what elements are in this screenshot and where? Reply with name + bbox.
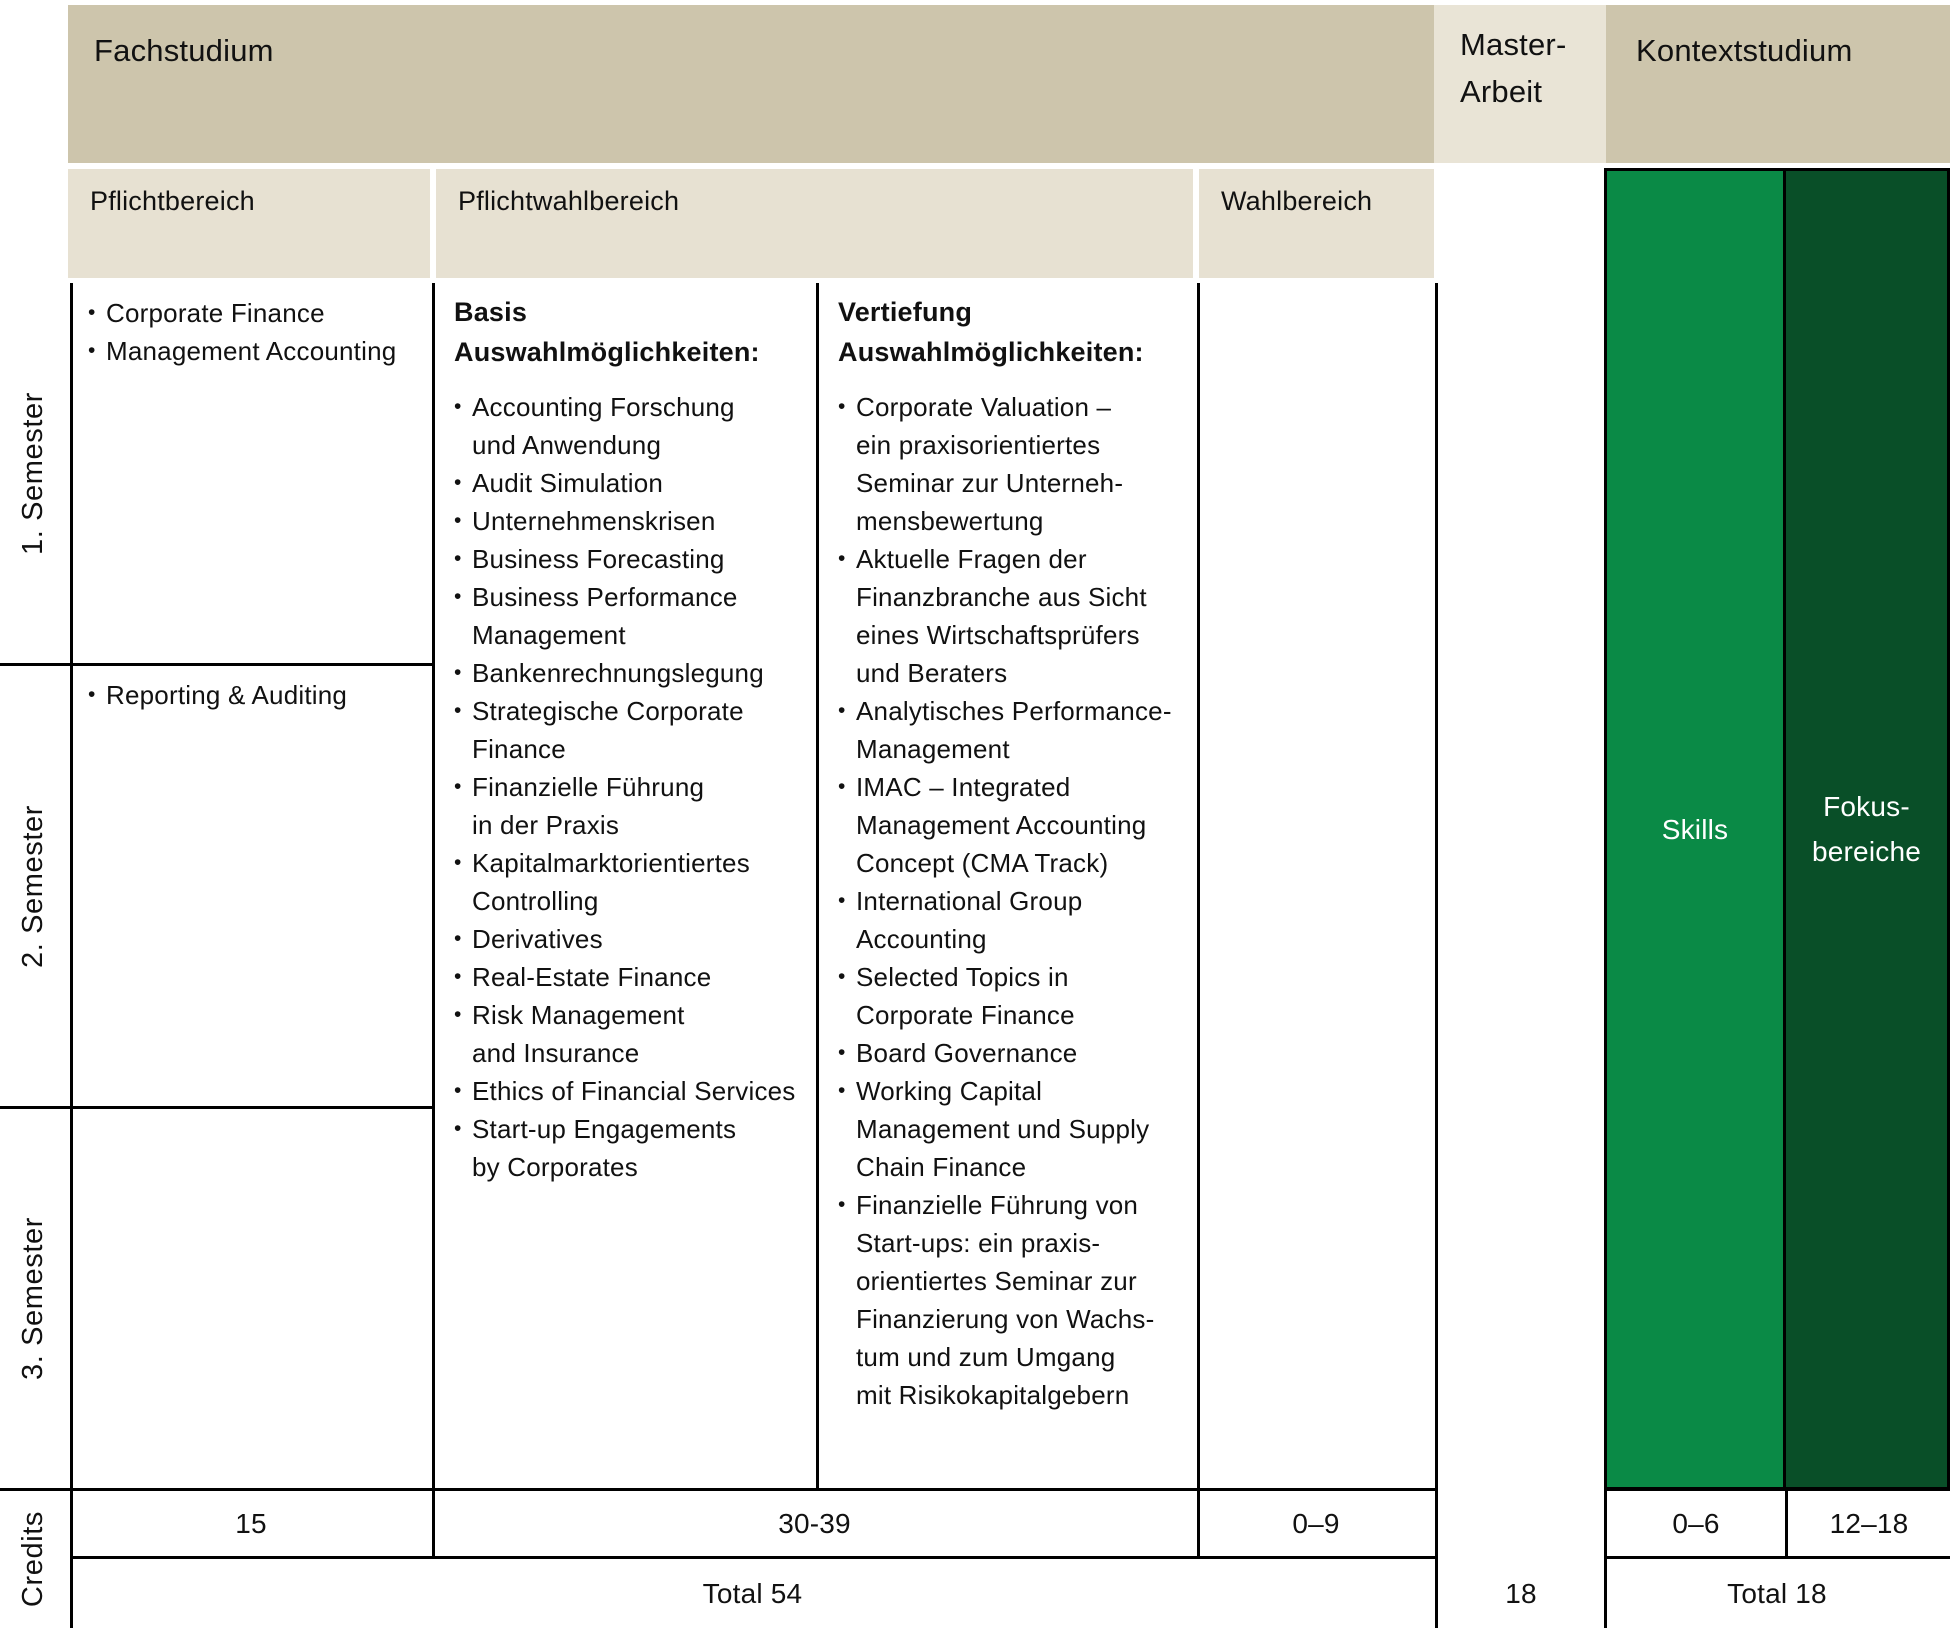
vertiefung-column <box>838 292 1196 1414</box>
grid-hline-credits-top-right <box>1604 1488 1950 1491</box>
course-line: Business Forecasting <box>472 544 725 574</box>
course-line: mit Risikokapitalgebern <box>856 1380 1130 1410</box>
bullet-icon: • <box>838 775 846 798</box>
course-line: Corporate Valuation – <box>856 392 1112 422</box>
row-label-semester1: 1. Semester <box>16 391 49 555</box>
row-label-semester3-wrap <box>0 1109 66 1488</box>
course-line: Corporate Finance <box>106 298 325 328</box>
course-line: Risk Management <box>472 1000 685 1030</box>
course-line: Management Accounting <box>106 336 397 366</box>
course-item <box>454 996 814 1072</box>
course-item <box>838 882 1196 958</box>
course-line: Strategische Corporate <box>472 696 744 726</box>
master-arbeit-header-line1: Master- <box>1460 27 1567 62</box>
fachstudium-header <box>68 5 1434 163</box>
course-item <box>454 578 814 654</box>
course-item <box>838 540 1196 692</box>
bullet-icon: • <box>454 509 462 532</box>
course-line: in der Praxis <box>472 810 620 840</box>
course-item <box>838 768 1196 882</box>
kontextstudium-columns <box>1604 168 1950 1490</box>
course-line: Aktuelle Fragen der <box>856 544 1087 574</box>
grid-vline-basis-vertiefung <box>816 283 819 1490</box>
course-line: Finanzbranche aus Sicht <box>856 582 1147 612</box>
pflichtbereich-header-label: Pflichtbereich <box>90 186 255 216</box>
grid-hline-total-right <box>1604 1556 1950 1559</box>
course-line: Selected Topics in <box>856 962 1069 992</box>
grid-hline-credits-top-left <box>0 1488 1438 1491</box>
grid-vline-masterarbeit-left <box>1435 283 1438 1628</box>
vertiefung-title-line2: Auswahlmöglichkeiten: <box>838 337 1144 367</box>
credits-wahlbereich: 0–9 <box>1292 1508 1340 1539</box>
course-line: Audit Simulation <box>472 468 664 498</box>
course-line: Reporting & Auditing <box>106 680 348 710</box>
course-line: IMAC – Integrated <box>856 772 1071 802</box>
course-line: Start-up Engagements <box>472 1114 737 1144</box>
bullet-icon: • <box>454 965 462 988</box>
credits-fokusbereiche: 12–18 <box>1829 1508 1909 1539</box>
course-item <box>454 502 814 540</box>
vertiefung-course-list <box>838 388 1196 1414</box>
credits-fachstudium-total: Total 54 <box>702 1578 803 1609</box>
bullet-icon: • <box>454 1003 462 1026</box>
bullet-icon: • <box>454 471 462 494</box>
course-line: Finanzierung von Wachs- <box>856 1304 1155 1334</box>
row-label-credits: Credits <box>16 1511 49 1608</box>
course-item <box>454 1110 814 1186</box>
course-item <box>454 768 814 844</box>
course-line: Seminar zur Unterneh- <box>856 468 1124 498</box>
bullet-icon: • <box>454 661 462 684</box>
course-item <box>454 1072 814 1110</box>
master-arbeit-header <box>1434 5 1606 163</box>
bullet-icon: • <box>838 889 846 912</box>
row-label-credits-wrap <box>0 1491 66 1628</box>
course-item <box>454 388 814 464</box>
course-item <box>838 388 1196 540</box>
skills-label: Skills <box>1661 813 1729 845</box>
course-line: Finance <box>472 734 566 764</box>
bullet-icon: • <box>838 1079 846 1102</box>
bullet-icon: • <box>454 699 462 722</box>
course-line: Analytisches Performance- <box>856 696 1172 726</box>
wahlbereich-header <box>1199 169 1434 278</box>
kontextstudium-header <box>1606 5 1950 163</box>
bullet-icon: • <box>454 585 462 608</box>
bullet-icon: • <box>454 547 462 570</box>
grid-vline-vertiefung-wahl <box>1197 283 1200 1558</box>
bullet-icon: • <box>454 395 462 418</box>
course-line: Board Governance <box>856 1038 1078 1068</box>
course-line: und Anwendung <box>472 430 662 460</box>
credits-skills: 0–6 <box>1672 1508 1720 1539</box>
fokusbereiche-label-line2: bereiche <box>1811 836 1921 867</box>
course-item <box>454 540 814 578</box>
course-item <box>454 958 814 996</box>
bullet-icon: • <box>838 547 846 570</box>
grid-vline-left <box>70 283 73 1628</box>
course-line: Corporate Finance <box>856 1000 1075 1030</box>
bullet-icon: • <box>454 927 462 950</box>
basis-title-line2: Auswahlmöglichkeiten: <box>454 337 760 367</box>
pflichtwahlbereich-header-label: Pflichtwahlbereich <box>458 186 680 216</box>
course-line: International Group <box>856 886 1083 916</box>
course-item <box>88 676 430 714</box>
course-line: Ethics of Financial Services <box>472 1076 796 1106</box>
kontextstudium-header-label: Kontextstudium <box>1636 33 1853 68</box>
course-line: Management <box>856 734 1010 764</box>
course-item <box>838 1186 1196 1414</box>
bullet-icon: • <box>454 1117 462 1140</box>
course-item <box>88 332 430 370</box>
bullet-icon: • <box>454 775 462 798</box>
bullet-icon: • <box>838 395 846 418</box>
credits-pflichtbereich: 15 <box>235 1508 267 1539</box>
course-line: Working Capital <box>856 1076 1043 1106</box>
course-line: Kapitalmarktorientiertes <box>472 848 750 878</box>
credits-master-arbeit: 18 <box>1505 1578 1537 1609</box>
fachstudium-header-label: Fachstudium <box>94 33 274 68</box>
row-label-semester2-wrap <box>0 666 66 1106</box>
bullet-icon: • <box>88 301 96 324</box>
pflichtwahlbereich-header <box>436 169 1193 278</box>
row-label-semester3: 3. Semester <box>16 1217 49 1380</box>
grid-hline-total-left <box>70 1556 1435 1559</box>
bullet-icon: • <box>88 683 96 706</box>
pflichtbereich-semester1-courses <box>88 294 430 370</box>
credits-kontextstudium-total: Total 18 <box>1727 1578 1827 1609</box>
course-item <box>88 294 430 332</box>
course-line: ein praxisorientiertes <box>856 430 1101 460</box>
pflichtbereich-semester2-courses <box>88 676 430 714</box>
course-item <box>838 1072 1196 1186</box>
course-item <box>454 464 814 502</box>
row-label-semester2: 2. Semester <box>16 804 49 968</box>
course-line: Accounting <box>856 924 987 954</box>
fokusbereiche-column <box>1786 171 1947 1487</box>
course-item <box>454 844 814 920</box>
vertiefung-title-line1: Vertiefung <box>838 297 973 327</box>
course-line: Unternehmenskrisen <box>472 506 716 536</box>
skills-column <box>1607 171 1783 1487</box>
course-line: Finanzielle Führung von <box>856 1190 1139 1220</box>
master-arbeit-header-line2: Arbeit <box>1460 74 1543 109</box>
course-line: by Corporates <box>472 1152 638 1182</box>
course-line: eines Wirtschaftsprüfers <box>856 620 1140 650</box>
wahlbereich-header-label: Wahlbereich <box>1221 186 1373 216</box>
course-line: Chain Finance <box>856 1152 1027 1182</box>
basis-title-line1: Basis <box>454 297 528 327</box>
bullet-icon: • <box>838 1041 846 1064</box>
course-item <box>838 958 1196 1034</box>
course-line: Management und Supply <box>856 1114 1150 1144</box>
bullet-icon: • <box>838 699 846 722</box>
course-line: and Insurance <box>472 1038 640 1068</box>
course-line: Bankenrechnungslegung <box>472 658 764 688</box>
course-line: tum und zum Umgang <box>856 1342 1116 1372</box>
course-line: Real-Estate Finance <box>472 962 712 992</box>
row-label-semester1-wrap <box>0 283 66 663</box>
credits-pflichtwahlbereich: 30-39 <box>778 1508 851 1539</box>
pflichtbereich-header <box>68 169 430 278</box>
course-item <box>454 920 814 958</box>
bullet-icon: • <box>454 851 462 874</box>
course-item <box>454 692 814 768</box>
course-line: Derivatives <box>472 924 603 954</box>
basis-column <box>454 292 814 1186</box>
bullet-icon: • <box>454 1079 462 1102</box>
course-line: mensbewertung <box>856 506 1044 536</box>
grid-vline-pflicht-basis <box>432 283 435 1558</box>
course-line: Concept (CMA Track) <box>856 848 1109 878</box>
fokusbereiche-label-line1: Fokus- <box>1823 791 1910 822</box>
course-line: Finanzielle Führung <box>472 772 705 802</box>
course-line: Business Performance <box>472 582 738 612</box>
course-item <box>838 692 1196 768</box>
course-item <box>454 654 814 692</box>
course-line: Management <box>472 620 626 650</box>
course-line: orientiertes Seminar zur <box>856 1266 1137 1296</box>
course-item <box>838 1034 1196 1072</box>
course-line: Controlling <box>472 886 599 916</box>
bullet-icon: • <box>838 1193 846 1216</box>
course-line: Accounting Forschung <box>472 392 735 422</box>
course-line: und Beraters <box>856 658 1008 688</box>
course-line: Start-ups: ein praxis- <box>856 1228 1101 1258</box>
basis-course-list <box>454 388 814 1186</box>
bullet-icon: • <box>88 339 96 362</box>
course-line: Management Accounting <box>856 810 1147 840</box>
bullet-icon: • <box>838 965 846 988</box>
